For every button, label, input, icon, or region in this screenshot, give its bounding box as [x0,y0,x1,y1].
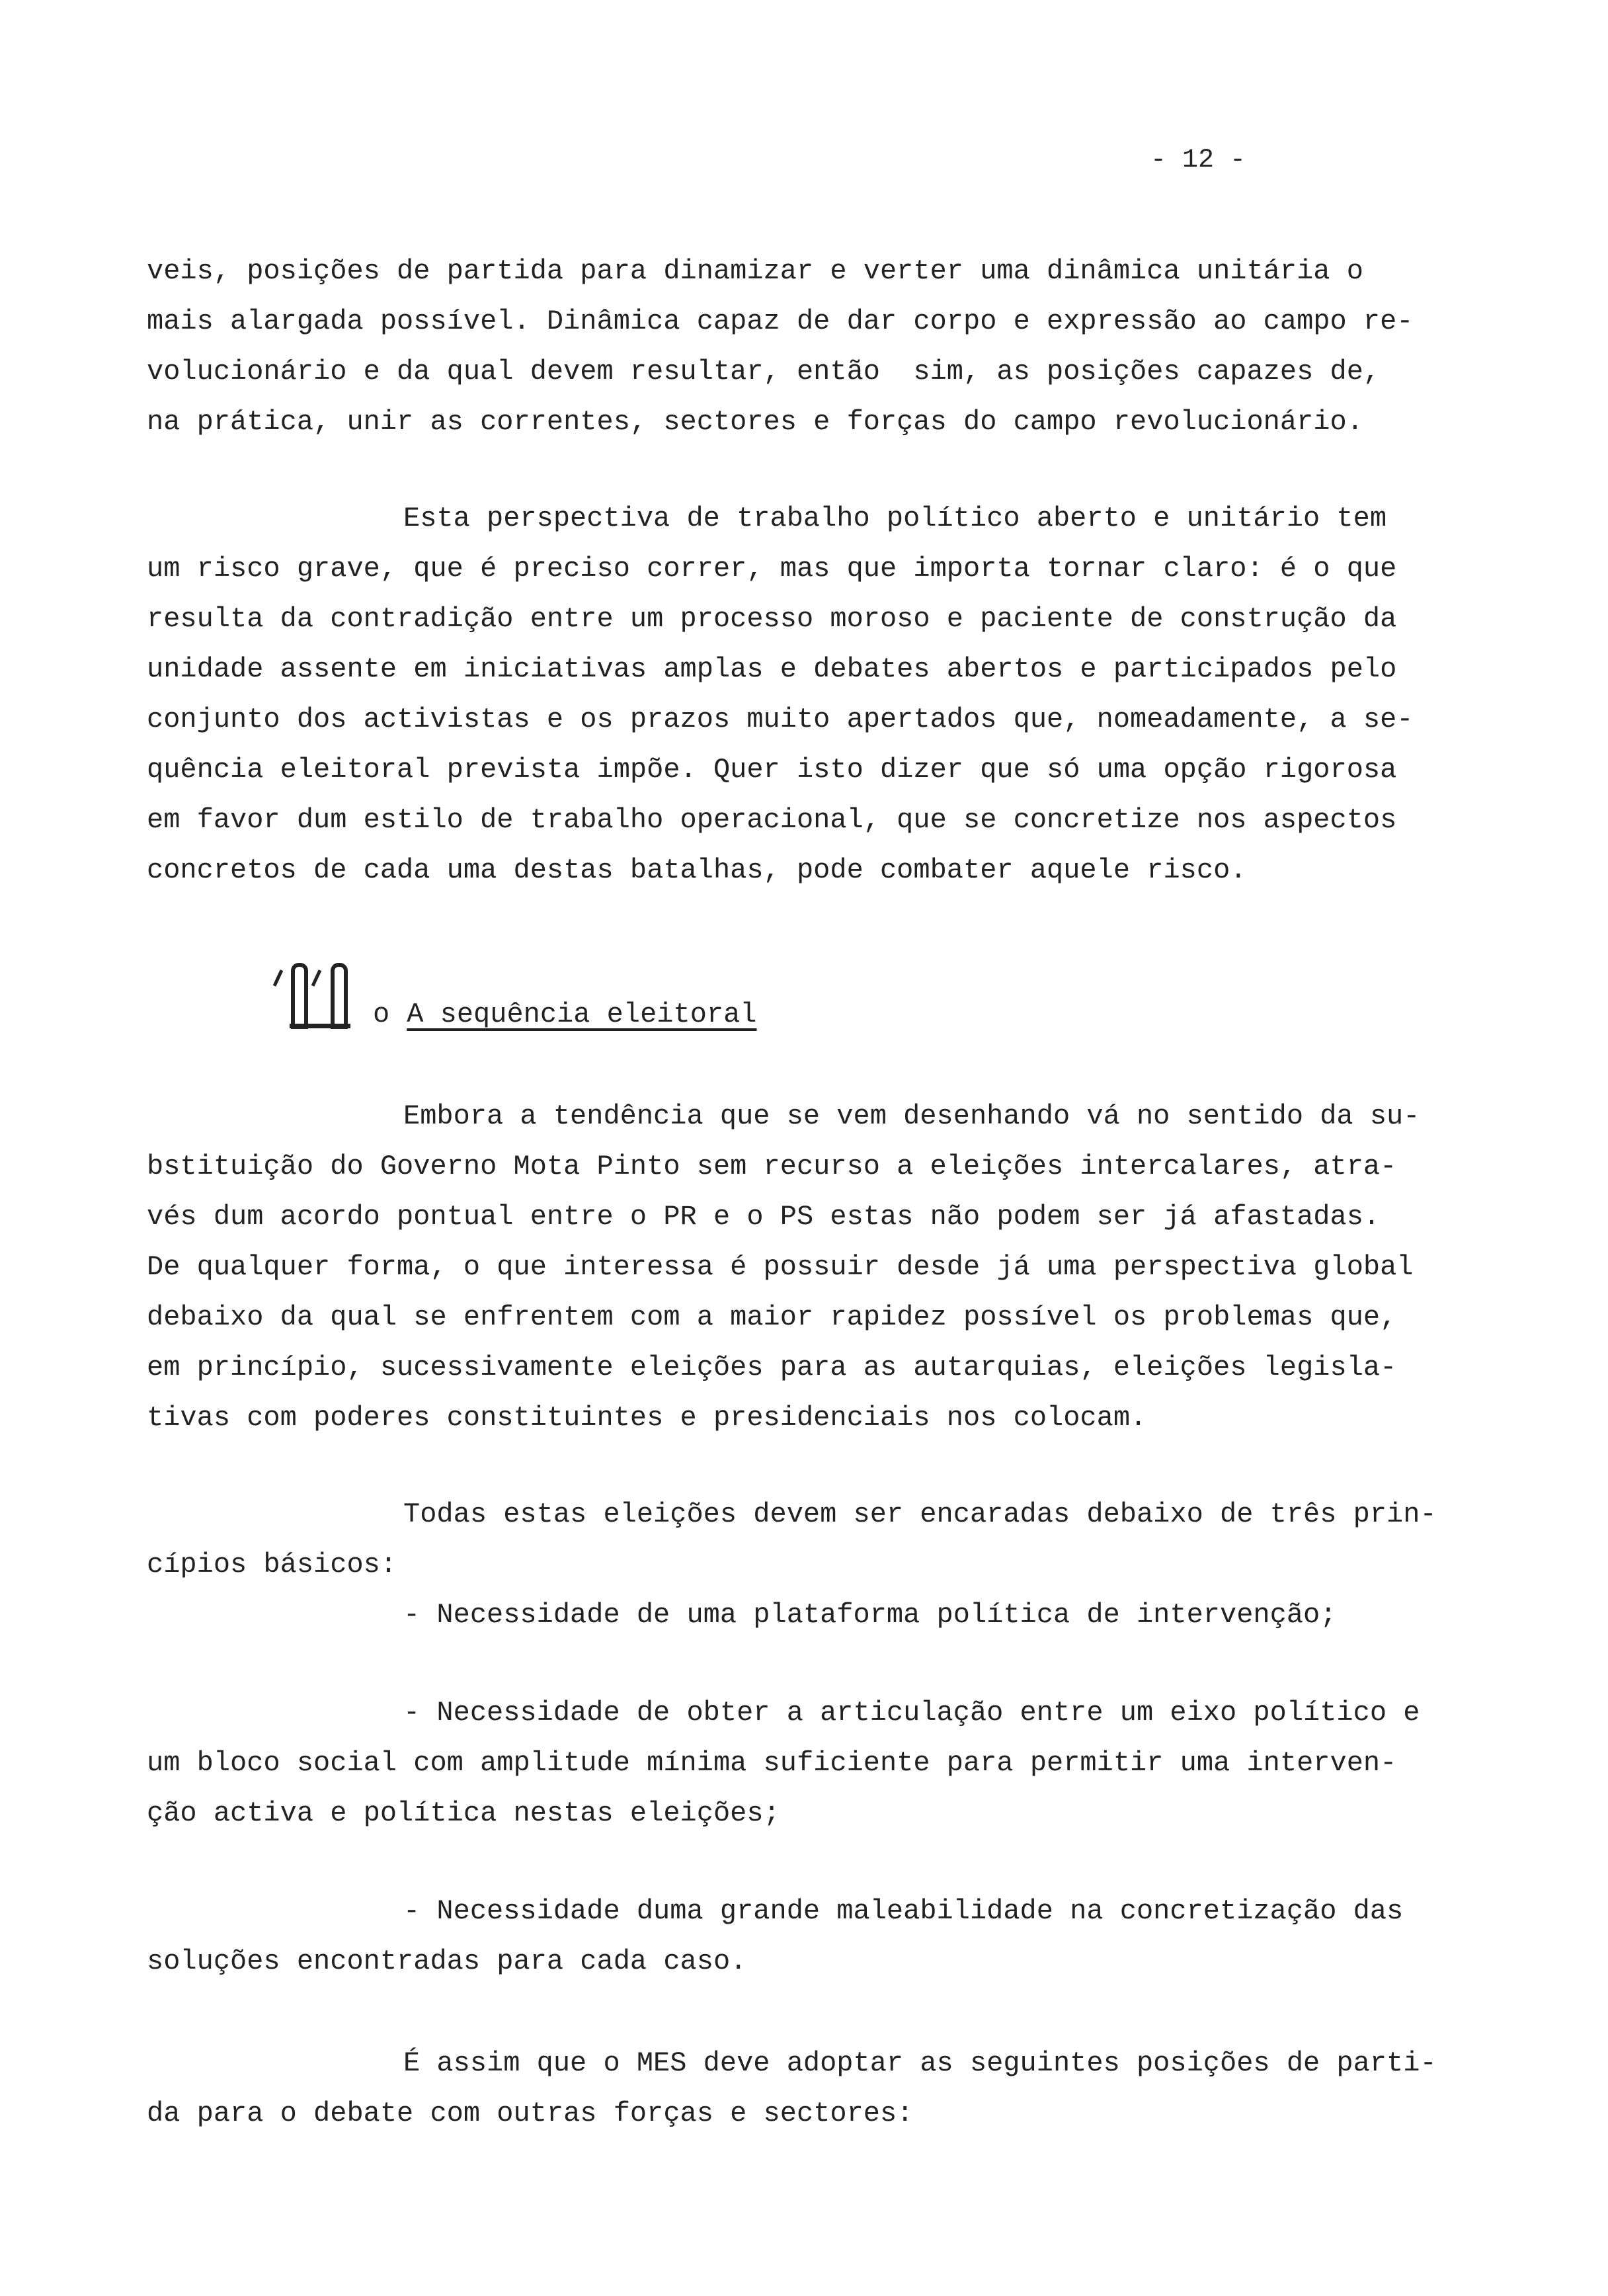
text-line: quência eleitoral prevista impõe. Quer isto dizer que só uma opção rigorosa [147,754,1397,786]
text-line: Todas estas eleições devem ser encaradas debaixo de três prin- [403,1498,1437,1530]
text-line: veis, posições de partida para dinamizar e verter uma dinâmica unitária o [147,255,1363,287]
text-line: tivas com poderes constituintes e presidenciais nos colocam. [147,1402,1147,1434]
text-line: bstituição do Governo Mota Pinto sem recurso a eleições intercalares, atra- [147,1151,1397,1182]
section-title: A sequência eleitoral [407,999,757,1030]
page-number: - 12 - [1150,145,1246,175]
text-line: vés dum acordo pontual entre o PR e o PS estas não podem ser já afastadas. [147,1201,1381,1233]
section-heading [264,946,757,1038]
text-line: mais alargada possível. Dinâmica capaz de dar corpo e expressão ao campo re- [147,306,1414,337]
paragraph-5 [147,1688,1509,1838]
text-line: resulta da contradição entre um processo moroso e paciente de construção da [147,603,1397,635]
text-line: unidade assente em iniciativas amplas e debates abertos e participados pelo [147,653,1397,685]
list-item: - Necessidade de uma plataforma política de intervenção; [403,1599,1337,1631]
text-line: em princípio, sucessivamente eleições para as autarquias, eleições legisla- [147,1352,1397,1383]
text-line: debaixo da qual se enfrentem com a maior rapidez possível os problemas que, [147,1301,1397,1333]
text-line: um bloco social com amplitude mínima suficiente para permitir uma interven- [147,1747,1397,1779]
text-line: em favor dum estilo de trabalho operacional, que se concretize nos aspectos [147,804,1397,836]
text-line: De qualquer forma, o que interessa é possuir desde já uma perspectiva global [147,1251,1414,1283]
list-item: - Necessidade duma grande maleabilidade na concretização das [403,1895,1404,1927]
list-item: - Necessidade de obter a articulação entre um eixo político e [403,1697,1420,1729]
section-number-suffix: o [373,999,390,1030]
paragraph-3 [147,1091,1509,1443]
text-line: Esta perspectiva de trabalho político aberto e unitário tem [403,503,1387,534]
paragraph-4 [147,1489,1509,1640]
text-line: concretos de cada uma destas batalhas, pode combater aquele risco. [147,854,1247,886]
text-line: volucionário e da qual devem resultar, então sim, as posições capazes de, [147,356,1381,388]
paragraph-7 [147,2038,1509,2139]
roman-numeral-three-icon [264,952,370,1038]
text-line: Embora a tendência que se vem desenhando vá no sentido da su- [403,1100,1420,1132]
text-line: ção activa e política nestas eleições; [147,1797,780,1829]
paragraph-6 [147,1886,1509,1987]
paragraph-1 [147,246,1509,447]
text-line: um risco grave, que é preciso correr, mas que importa tornar claro: é o que [147,553,1397,585]
text-line: na prática, unir as correntes, sectores e forças do campo revolucionário. [147,406,1363,438]
paragraph-2 [147,493,1509,895]
text-line: É assim que o MES deve adoptar as seguintes posições de parti- [403,2047,1437,2079]
text-line: da para o debate com outras forças e sectores: [147,2098,914,2129]
text-line: soluções encontradas para cada caso. [147,1946,747,1977]
text-line: conjunto dos activistas e os prazos muito apertados que, nomeadamente, a se- [147,704,1414,735]
text-line: cípios básicos: [147,1549,397,1580]
